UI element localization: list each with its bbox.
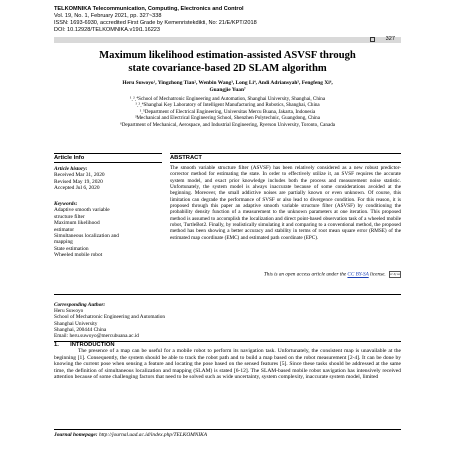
affiliation: ¹ˏ²ˏ⁴School of Mechatronic Engineering and Automation, Shanghai University, Shanghai, China [129,96,326,102]
affiliations [54,96,401,128]
history-entry: Revised May 19, 2020 [54,178,103,185]
history-entry: Accepted Jul 6, 2020 [54,185,100,192]
history-entry: Received Mar 31, 2020 [54,172,105,179]
divider [170,162,401,163]
journal-homepage [54,432,401,438]
abstract-text: The smooth variable structure filter (ASVSF) has been relatively considered as a new robust predictor-corrector method for estimating the state. In order to effectively utilize it, an SVSF requires the accurate system model, and exact prior knowledge includes both the process and measurement noise statistic. Unfortunately, the system model is always inaccurate because of some considerations avoided at the beginning. Moreover, the small addictive noises are partially known or even unknown. Of course, this limitation can degrade the performance of SVSF or also lead to divergence condition. For this reason, it is proposed through this paper an adaptive smooth variable structure filter (ASVSF) by conditioning the probability density function of a measurement to the unknown parameters at one iteration. This proposed method is assumed to accomplish the localization and direct point-based observation task of a wheeled mobile robot, TurtleBot2. Finally, by realistically simulating it and comparing to a conventional method, the proposed method has been showing a better accuracy and stability in terms of root mean square error (RMSE) of the estimated map coordinate (EMC) and estimated path coordinate (EPC). [170,165,401,241]
divider [170,153,401,154]
journal-header [54,6,257,34]
article-history [54,166,162,192]
cc-license-icon: cc by sa [390,272,400,276]
keyword: Simultaneous localization and [54,233,119,240]
divider [54,162,162,163]
title-line: state covariance-based 2D SLAM algorithm [128,62,327,74]
keyword: estimator [54,226,75,233]
document-icon [370,37,375,42]
corresponding-line: Heru Suwoyo [54,308,84,315]
introduction-heading: 1. INTRODUCTION [54,342,115,348]
page-bar [54,37,401,43]
keywords-heading: Keywords: [54,201,78,207]
authors-line: Heru Suwoyo¹, Yingzhong Tian², Wenbin Wang³, Long Li⁴, Andi Adriansyah⁵, Fengfeng Xi⁶, [122,80,333,86]
paper-title [54,50,401,75]
homepage-label: Journal homepage: [54,432,99,438]
divider [54,153,162,154]
keyword: structure filter [54,213,85,220]
keyword: Wheeled mobile robot [54,252,103,259]
corresponding-line: Email: heru.suwoyo@mercubuana.ac.id [54,333,139,340]
volume-info: Vol. 19, No. 1, February 2021, pp. 327~338 [54,13,162,19]
corresponding-author [54,302,401,339]
corresponding-heading: Corresponding Author: [54,302,106,308]
affiliation: ¹ˏ⁵Department of Electrical Engineering, Universitas Mercu Buana, Jakarta, Indonesia [139,108,316,115]
page-number: 327 [385,36,395,42]
doi-info: DOI: 10.12928/TELKOMNIKA.v19i1.16223 [54,27,161,33]
license-link[interactable]: CC BY-SA [347,271,369,278]
article-info-heading: Article Info [54,155,85,161]
license-suffix: license. [368,271,386,278]
keyword: State estimation [54,245,89,252]
affiliation: ³Mechanical and Electrical Engineering School, Shenzhen Polytechnic, Guangdong, China [135,115,320,122]
keywords [54,201,162,259]
issn-info: ISSN: 1693-6930, accredited First Grade by Kemenristekdikti, No: 21/E/KPT/2018 [54,20,257,26]
keyword: Maximum likelihood [54,220,100,227]
journal-name: TELKOMNIKA Telecommunication, Computing, Electronics and Control [54,6,244,12]
license-line [170,271,401,278]
abstract-heading: ABSTRACT [170,155,202,161]
history-heading: Article history: [54,166,88,172]
corresponding-line: Shanghai University [54,320,98,327]
corresponding-line: School of Mechatronic Engineering and Automation [54,314,166,321]
affiliation: ¹ˏ²ˏ⁴Shanghai Key Laboratory of Intelligent Manufacturing and Robotics, Shanghai, China [135,102,320,109]
introduction-text: The presence of a map can be useful for a mobile robot to perform its navigation task. Unfortunately, the consistent map is unavailable at the beginning [1]. Consequently, the system should be able to track the robot path and to build a map based on the robot measurement [2-4]. It can be done by knowing the current pose when sensing a feature and locating the pose based on the sensed features [5]. Since these tasks should be addressed at the same time, the definition of simultaneous localization and mapping (SLAM) is stated [6-12]. The SLAM-based mobile robot navigation has intensively received attention because of some challenging factors that need to be solved such as wide uncertainty, system complexity, inaccurate system model, limited [54,348,401,381]
keyword: mapping [54,239,73,246]
divider [54,294,401,295]
title-line: Maximum likelihood estimation-assisted ASVSF through [99,50,356,61]
authors-line: Guangjie Yuan⁷ [209,87,246,93]
homepage-link[interactable]: http://journal.uad.ac.id/index.php/TELKOMNIKA [98,432,208,438]
authors [54,80,401,94]
divider [54,429,401,430]
corresponding-line: Shanghai, 200444 China [54,326,107,333]
keyword: Adaptive smooth variable [54,207,110,214]
license-prefix: This is an open access article under the [263,271,348,278]
affiliation: ⁶Department of Mechanical, Aerospace, and Industrial Engineering, Ryerson University, Toronto, Canada [119,121,336,128]
